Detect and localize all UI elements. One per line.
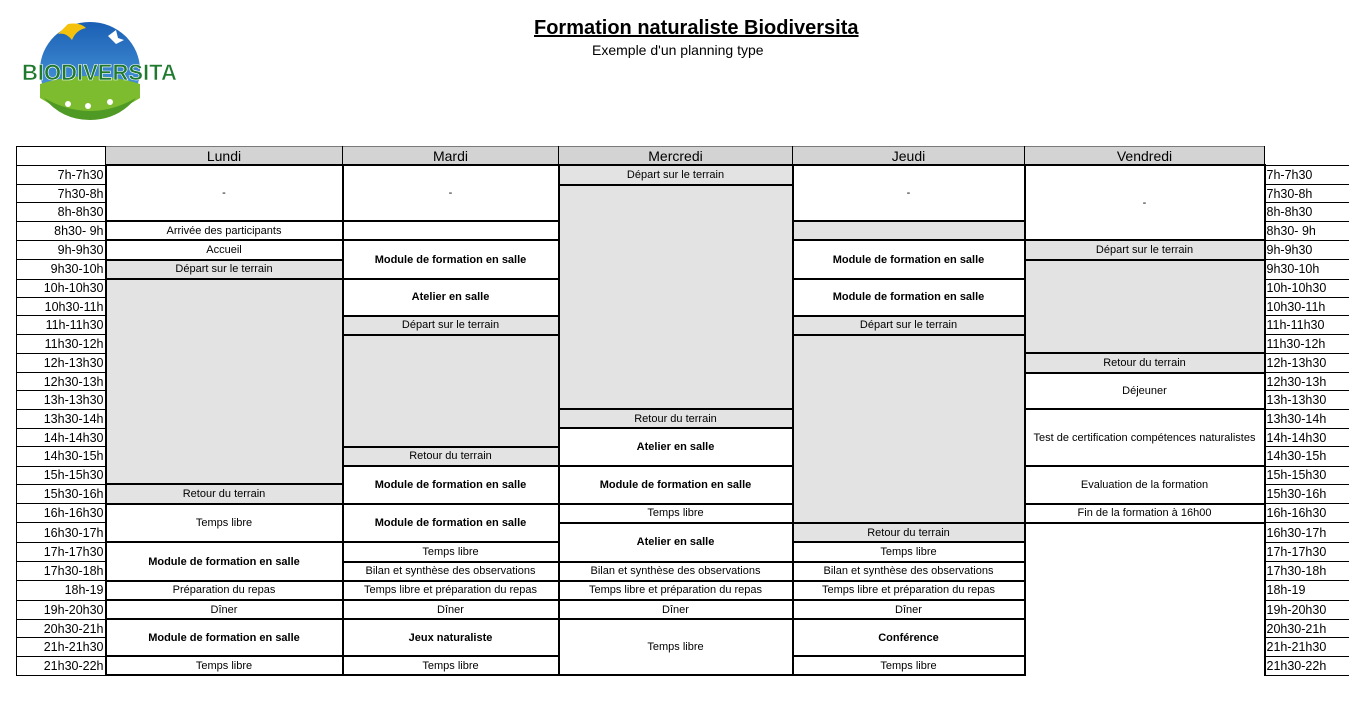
- time-label-right: 8h-8h30: [1265, 203, 1349, 221]
- jeudi-activity-cell: Départ sur le terrain: [793, 316, 1025, 335]
- time-label-left: 21h-21h30: [17, 638, 106, 656]
- time-label-right: 10h-10h30: [1265, 279, 1349, 297]
- time-label-right: 14h-14h30: [1265, 428, 1349, 446]
- mercredi-activity-cell: Temps libre et préparation du repas: [559, 581, 793, 600]
- lundi-activity-cell: Temps libre: [106, 504, 343, 543]
- time-label-left: 11h-11h30: [17, 316, 106, 335]
- jeudi-activity-cell: Temps libre et préparation du repas: [793, 581, 1025, 600]
- vendredi-activity-cell: Fin de la formation à 16h00: [1025, 504, 1265, 523]
- jeudi-activity-cell: Temps libre: [793, 542, 1025, 561]
- time-label-left: 10h30-11h: [17, 297, 106, 315]
- mardi-activity-cell: Module de formation en salle: [343, 504, 559, 543]
- mardi-activity-cell: Temps libre et préparation du repas: [343, 581, 559, 600]
- biodiversita-logo: [18, 20, 177, 124]
- time-label-left: 19h-20h30: [17, 600, 106, 619]
- vendredi-activity-cell: Retour du terrain: [1025, 353, 1265, 372]
- lundi-activity-cell: Module de formation en salle: [106, 619, 343, 656]
- lundi-activity-cell: Temps libre: [106, 656, 343, 675]
- time-label-left: 15h30-16h: [17, 484, 106, 503]
- time-label-right: 15h-15h30: [1265, 466, 1349, 484]
- time-label-left: 14h-14h30: [17, 428, 106, 446]
- page-subtitle: Exemple d'un planning type: [592, 42, 764, 58]
- time-label-left: 14h30-15h: [17, 447, 106, 466]
- vendredi-activity-cell: -: [1025, 165, 1265, 240]
- jeudi-activity-cell: [793, 221, 1025, 240]
- time-label-left: 16h30-17h: [17, 523, 106, 542]
- time-label-right: 9h30-10h: [1265, 260, 1349, 279]
- lundi-activity-cell: Arrivée des participants: [106, 221, 343, 240]
- time-label-right: 16h30-17h: [1265, 523, 1349, 542]
- time-label-left: 10h-10h30: [17, 279, 106, 297]
- time-label-left: 7h30-8h: [17, 185, 106, 203]
- time-label-left: 17h-17h30: [17, 542, 106, 561]
- lundi-activity-cell: Accueil: [106, 240, 343, 259]
- time-label-left: 15h-15h30: [17, 466, 106, 484]
- time-label-right: 9h-9h30: [1265, 240, 1349, 259]
- time-row: [17, 165, 1349, 184]
- time-label-left: 20h30-21h: [17, 619, 106, 637]
- schedule-table: [16, 146, 1349, 676]
- time-label-right: 12h-13h30: [1265, 353, 1349, 372]
- time-label-right: 21h-21h30: [1265, 638, 1349, 656]
- time-label-left: 16h-16h30: [17, 504, 106, 523]
- time-label-right: 13h-13h30: [1265, 391, 1349, 409]
- mardi-activity-cell: Jeux naturaliste: [343, 619, 559, 656]
- mercredi-activity-cell: [559, 185, 793, 410]
- vendredi-activity-cell: [1025, 260, 1265, 353]
- time-label-left: 18h-19: [17, 581, 106, 600]
- lundi-activity-cell: Module de formation en salle: [106, 542, 343, 581]
- jeudi-activity-cell: Bilan et synthèse des observations: [793, 562, 1025, 581]
- time-label-left: 13h30-14h: [17, 409, 106, 428]
- time-label-left: 11h30-12h: [17, 335, 106, 353]
- time-label-left: 21h30-22h: [17, 656, 106, 675]
- lundi-activity-cell: Préparation du repas: [106, 581, 343, 600]
- mercredi-activity-cell: Départ sur le terrain: [559, 165, 793, 184]
- jeudi-activity-cell: [793, 335, 1025, 523]
- time-label-left: 7h-7h30: [17, 165, 106, 184]
- time-label-right: 19h-20h30: [1265, 600, 1349, 619]
- time-label-right: 7h30-8h: [1265, 185, 1349, 203]
- day-header-mardi: Mardi: [343, 147, 559, 166]
- mardi-activity-cell: -: [343, 165, 559, 221]
- mercredi-activity-cell: Module de formation en salle: [559, 466, 793, 504]
- vendredi-activity-cell: Déjeuner: [1025, 373, 1265, 410]
- time-label-left: 13h-13h30: [17, 391, 106, 409]
- day-header-lundi: Lundi: [106, 147, 343, 166]
- mardi-activity-cell: Départ sur le terrain: [343, 316, 559, 335]
- time-label-left: 8h-8h30: [17, 203, 106, 221]
- mardi-activity-cell: Retour du terrain: [343, 447, 559, 466]
- lundi-activity-cell: Dîner: [106, 600, 343, 619]
- time-label-right: 13h30-14h: [1265, 409, 1349, 428]
- mardi-activity-cell: Atelier en salle: [343, 279, 559, 316]
- time-label-left: 9h-9h30: [17, 240, 106, 259]
- time-label-left: 17h30-18h: [17, 562, 106, 581]
- jeudi-activity-cell: -: [793, 165, 1025, 221]
- time-label-right: 15h30-16h: [1265, 484, 1349, 503]
- vendredi-activity-cell: Evaluation de la formation: [1025, 466, 1265, 504]
- jeudi-activity-cell: Module de formation en salle: [793, 279, 1025, 316]
- vendredi-activity-cell: Test de certification compétences naturalistes: [1025, 409, 1265, 466]
- mardi-activity-cell: Module de formation en salle: [343, 466, 559, 504]
- time-label-right: 17h-17h30: [1265, 542, 1349, 561]
- mardi-activity-cell: Temps libre: [343, 656, 559, 675]
- time-label-right: 16h-16h30: [1265, 504, 1349, 523]
- mercredi-activity-cell: Atelier en salle: [559, 523, 793, 562]
- mercredi-activity-cell: Atelier en salle: [559, 428, 793, 466]
- time-label-left: 12h30-13h: [17, 373, 106, 391]
- time-label-left: 8h30- 9h: [17, 221, 106, 240]
- day-header-jeudi: Jeudi: [793, 147, 1025, 166]
- day-header-mercredi: Mercredi: [559, 147, 793, 166]
- vendredi-activity-cell: Départ sur le terrain: [1025, 240, 1265, 259]
- jeudi-activity-cell: Dîner: [793, 600, 1025, 619]
- header-spacer: [1265, 147, 1349, 166]
- mardi-activity-cell: [343, 221, 559, 240]
- mercredi-activity-cell: Bilan et synthèse des observations: [559, 562, 793, 581]
- mardi-activity-cell: Dîner: [343, 600, 559, 619]
- corner-cell: [17, 147, 106, 166]
- mardi-activity-cell: Bilan et synthèse des observations: [343, 562, 559, 581]
- time-label-right: 18h-19: [1265, 581, 1349, 600]
- lundi-activity-cell: [106, 279, 343, 484]
- time-label-right: 20h30-21h: [1265, 619, 1349, 637]
- time-label-right: 7h-7h30: [1265, 165, 1349, 184]
- time-row: [17, 504, 1349, 523]
- time-label-right: 8h30- 9h: [1265, 221, 1349, 240]
- mercredi-activity-cell: Temps libre: [559, 619, 793, 675]
- page-title: Formation naturaliste Biodiversita: [534, 17, 859, 39]
- jeudi-activity-cell: Conférence: [793, 619, 1025, 656]
- day-header-vendredi: Vendredi: [1025, 147, 1265, 166]
- mardi-activity-cell: Module de formation en salle: [343, 240, 559, 279]
- time-label-right: 14h30-15h: [1265, 447, 1349, 466]
- mercredi-activity-cell: Temps libre: [559, 504, 793, 523]
- mercredi-activity-cell: Retour du terrain: [559, 409, 793, 428]
- lundi-activity-cell: -: [106, 165, 343, 221]
- jeudi-activity-cell: Temps libre: [793, 656, 1025, 675]
- time-label-right: 17h30-18h: [1265, 562, 1349, 581]
- jeudi-activity-cell: Retour du terrain: [793, 523, 1025, 542]
- time-label-left: 9h30-10h: [17, 260, 106, 279]
- time-label-right: 21h30-22h: [1265, 656, 1349, 675]
- time-label-right: 10h30-11h: [1265, 297, 1349, 315]
- empty-cell: [1025, 523, 1265, 675]
- time-label-right: 11h30-12h: [1265, 335, 1349, 353]
- time-label-right: 12h30-13h: [1265, 373, 1349, 391]
- mercredi-activity-cell: Dîner: [559, 600, 793, 619]
- lundi-activity-cell: Départ sur le terrain: [106, 260, 343, 279]
- svg-text:BIODIVERSITA: BIODIVERSITA: [22, 60, 177, 85]
- mardi-activity-cell: Temps libre: [343, 542, 559, 561]
- time-label-right: 11h-11h30: [1265, 316, 1349, 335]
- lundi-activity-cell: Retour du terrain: [106, 484, 343, 503]
- time-label-left: 12h-13h30: [17, 353, 106, 372]
- header-row: [17, 147, 1349, 166]
- mardi-activity-cell: [343, 335, 559, 447]
- jeudi-activity-cell: Module de formation en salle: [793, 240, 1025, 279]
